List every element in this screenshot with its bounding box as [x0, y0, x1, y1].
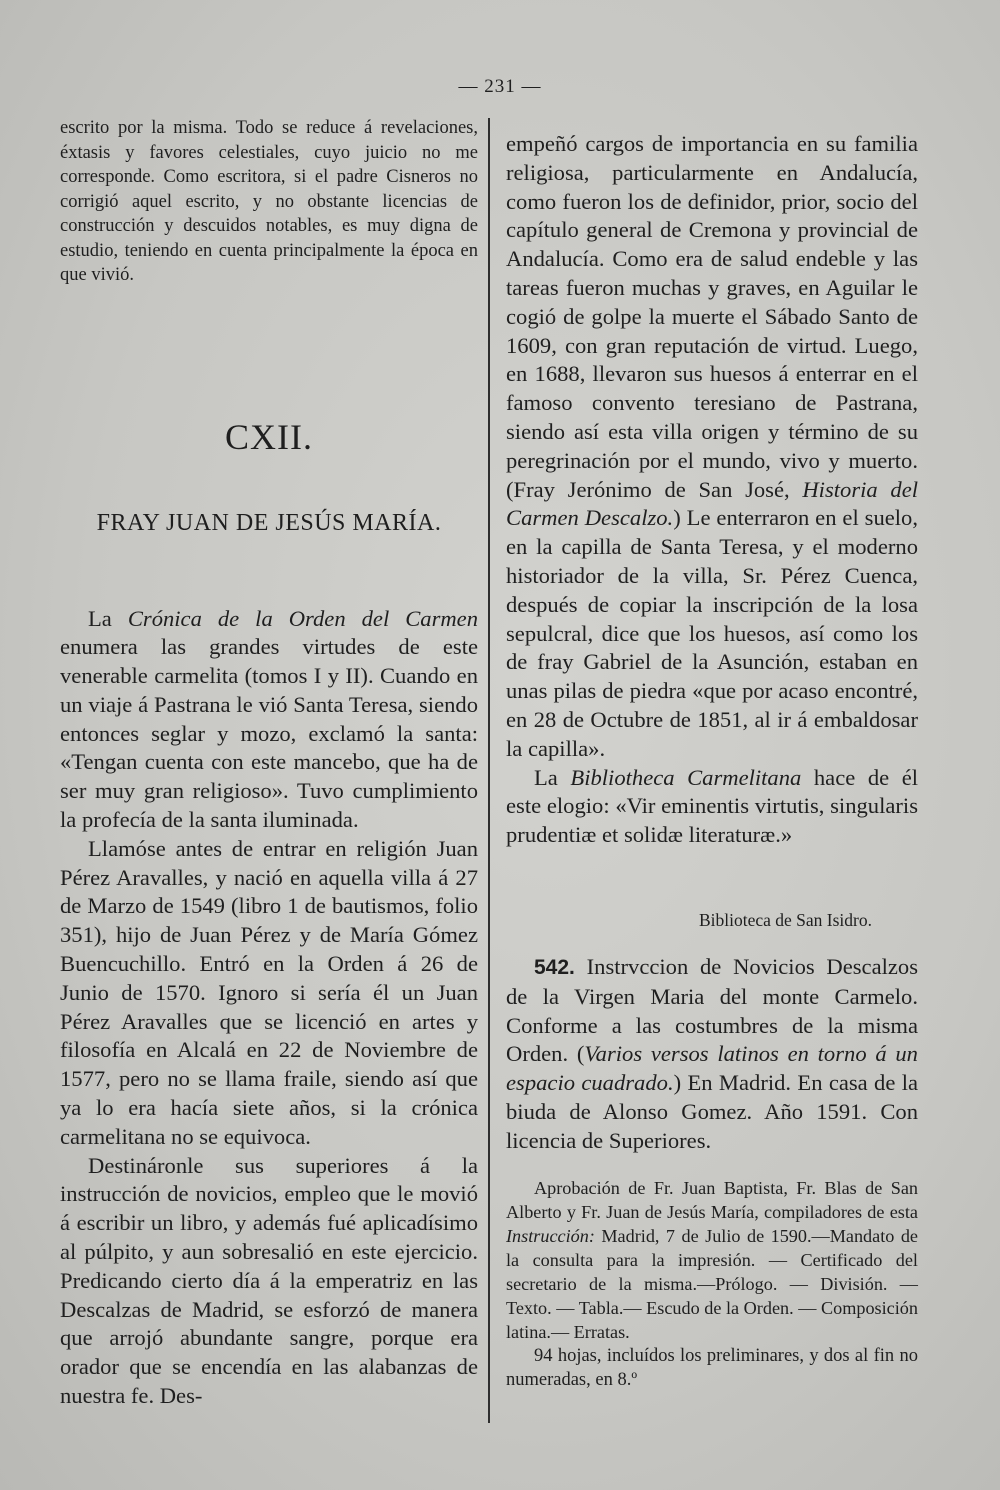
entry-italic-note: Varios versos latinos en torno á un espacio cuadrado.: [506, 1041, 918, 1096]
page-number: — 231 —: [458, 76, 542, 97]
italic-title-cronica: Crónica de la Orden del Carmen: [127, 605, 479, 631]
left-column: [60, 116, 478, 1411]
right-paragraph-1: empeñó cargos de importancia en su familia religiosa, particularmente en Andalucía, como fueron los de definidor, prior, socio del capítulo general de Cremona y provincial de Andalucía. Como era de salud endeble y las tareas fueron muchas y graves, en Aguilar le cogió de golpe la muerte el Sábado Santo de 1609, con gran reputación de virtud. Luego, en 1688, llevaron sus huesos á enterrar en el famoso convento teresiano de Pastrana, siendo así esta villa origen y término de su peregrinación por el mundo, vivo y muerto. (Fray Jerónimo de San José, Historia del Carmen Descalzo.) Le enterraron en el suelo, en la capilla de Santa Teresa, y el moderno historiador de la villa, Sr. Pérez Cuenca, después de copiar la inscripción de la losa sepulcral, dice que los huesos, así como los de fray Gabriel de la Asunción, estaban en unas pilas de piedra «que por acaso encontré, en 28 de Octubre de 1851, al ir á embaldosar la capilla».: [506, 131, 919, 761]
opening-paragraph: escrito por la misma. Todo se reduce á revelaciones, éxtasis y favores celestiales, cuyo juicio no me corresponde. Como escritora, si el padre Cisneros no corrigió aquel escrito, y no obstante licencias de construcción y descuidos notables, es muy digna de estudio, teniendo en cuenta principalmente la época en que vivió.: [60, 118, 478, 285]
italic-title-bibliotheca: Bibliotheca Carmelitana: [570, 764, 802, 790]
left-paragraph-1: La Crónica de la Orden del Carmen enumera las grandes virtudes de este venerable carmelita (tomos I y II). Cuando en un viaje á Pastrana le vió Santa Teresa, siendo entonces seglar y mozo, exclamó la santa: «Tengan cuenta con este mancebo, que ha de ser muy gran religioso». Tuvo cumplimiento la profecía de la santa iluminada.: [60, 605, 479, 833]
italic-title-historia: Historia del Carmen Descalzo.: [506, 476, 918, 531]
catalog-entry: 542. Instrvccion de Novicios Descalzos de la Virgen Maria del monte Carmelo. Conforme a las costumbres de la misma Orden. (Varios versos latinos en torno á un espacio cuadrado.) En Madrid. En casa de la biuda de Alonso Gomez. Año 1591. Con licencia de Superiores.: [506, 953, 919, 1153]
left-paragraph-2: Llamóse antes de entrar en religión Juan Pérez Aravalles, y nació en aquella villa á 27 de Marzo de 1549 (libro 1 de bautismos, folio 351), hijo de Juan Pérez y de María Gómez Buencuchillo. Entró en la Orden á 26 de Junio de 1570. Ignoro si sería él un Juan Pérez Aravalles que se licenció en artes y filosofía en Alcalá en 22 de Noviembre de 1577, pero no se llama fraile, siendo así que ya lo era hacía siete años, si la crónica carmelitana no se equivoca.: [60, 835, 478, 1149]
section-number: CXII.: [225, 416, 313, 457]
entry-number: 542.: [534, 955, 575, 979]
library-attribution: Biblioteca de San Isidro.: [698, 909, 872, 930]
entry-physical-description: 94 hojas, incluídos los preliminares, y dos al fin no numeradas, en 8.º: [506, 1345, 918, 1390]
section-title: FRAY JUAN DE JESÚS MARÍA.: [96, 509, 442, 536]
entry-description: Aprobación de Fr. Juan Baptista, Fr. Blas de San Alberto y Fr. Juan de Jesús María, compiladores de esta Instrucción: Madrid, 7 de Julio de 1590.—Mandato de la consulta para la impresión. — Certificado del secretario de la misma.—Prólogo. — División. — Texto. — Tabla.— Escudo de la Orden. — Composición latina.— Erratas.: [506, 1177, 918, 1342]
left-paragraph-3: Destináronle sus superiores á la instrucción de novicios, empleo que le movió á escribir un libro, y además fué aplicadísimo al púlpito, y aun sobresalió en este ejercicio. Predicando cierto día á la emperatriz en las Descalzas de Madrid, se esforzó de manera que arrojó abundante sangre, porque era orador que se encendía en las alabanzas de nuestra fe. Des-: [60, 1152, 478, 1409]
right-paragraph-2: La Bibliotheca Carmelitana hace de él este elogio: «Vir eminentis virtutis, singularis prudentiæ et solidæ literaturæ.»: [506, 764, 918, 848]
column-divider: [488, 118, 490, 1423]
right-column: [506, 130, 918, 1393]
italic-instruccion: Instrucción:: [506, 1225, 595, 1246]
